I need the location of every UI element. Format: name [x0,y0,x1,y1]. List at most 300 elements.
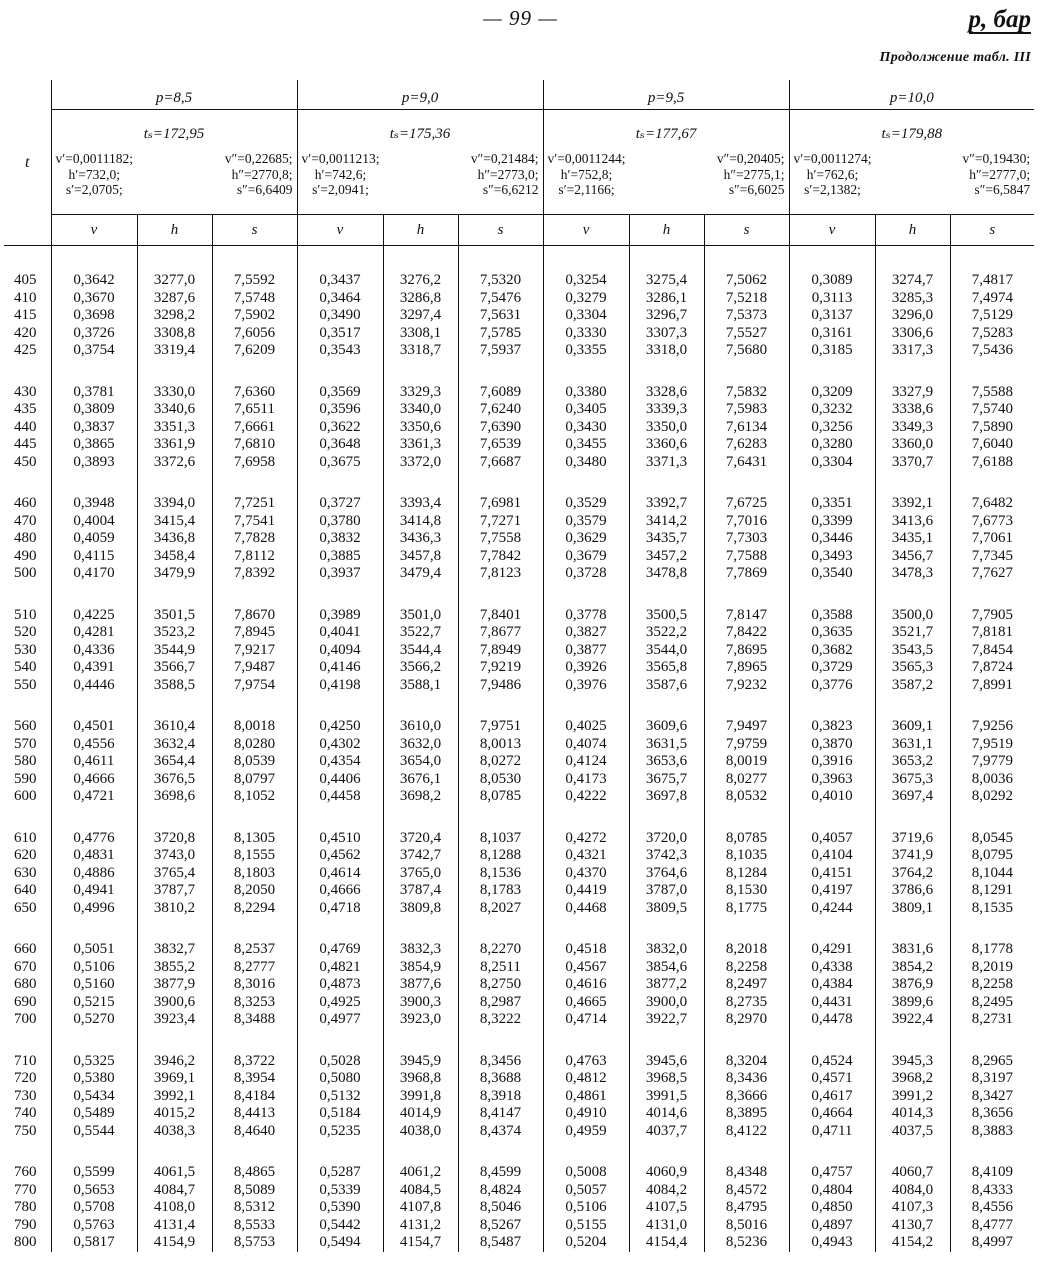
table-value-v: 0,3279 [565,289,607,306]
table-value-v: 0,3330 [565,324,607,341]
table-value-h: 3968,5 [645,1070,688,1086]
table-value-v: 0,4354 [319,753,361,769]
temperature-value: 530 [14,641,37,658]
value-cell-s [704,1029,789,1141]
table-value-s: 8,2511 [480,958,521,975]
table-value-h: 3522,7 [399,624,442,640]
table-value-v: 0,4664 [811,1105,853,1121]
value-cell-s [458,917,543,1029]
table-value-h: 3742,7 [399,847,442,863]
value-cell-h [875,694,950,806]
table-value-v: 0,4571 [811,1070,853,1086]
value-cell-s [950,246,1034,360]
pressure-header: p=9,0 [297,80,543,110]
temperature-cell [4,1140,51,1252]
table-value-h: 3360,6 [645,436,688,452]
table-value-s: 8,3427 [971,1087,1013,1104]
table-value-h: 4154,4 [645,1234,688,1250]
value-cell-s [704,471,789,583]
value-cell-v [297,917,383,1029]
value-cell-s [950,583,1034,695]
table-value-v: 0,3728 [565,565,607,581]
table-value-v: 0,3870 [811,735,853,752]
table-value-h: 3743,0 [153,847,196,863]
table-value-s: 8,5016 [725,1216,768,1233]
value-cell-v [789,1140,875,1252]
table-value-v: 0,4721 [73,788,115,804]
temperature-value: 700 [14,1011,37,1027]
saturated-liquid-specific-volume: v′=0,0011182; [55,151,133,166]
table-value-h: 3675,7 [645,770,688,787]
table-value-v: 0,4004 [73,512,115,529]
table-value-s: 7,8945 [233,624,276,640]
temperature-value: 405 [14,272,37,288]
temperature-value: 720 [14,1070,37,1086]
table-value-s: 7,5062 [725,272,768,288]
table-value-v: 0,5057 [565,1181,607,1198]
table-value-v: 0,3540 [811,565,853,581]
table-value-s: 8,2019 [971,958,1013,975]
temperature-group-row [4,694,1034,806]
table-value-v: 0,4302 [319,735,361,752]
table-value-h: 4154,9 [153,1234,196,1250]
table-value-v: 0,3877 [565,641,607,658]
column-header-v: v [789,215,875,246]
table-value-h: 3319,4 [153,342,196,358]
table-value-h: 3632,0 [399,735,442,752]
table-value-s: 8,0280 [233,735,276,752]
table-value-h: 3308,1 [399,324,442,341]
table-value-v: 0,4714 [565,1011,607,1027]
value-cell-v [543,917,629,1029]
saturated-vapor-specific-volume: v″=0,20405; [716,151,785,166]
table-value-v: 0,5653 [73,1181,115,1198]
table-value-v: 0,3948 [73,495,115,511]
table-value-h: 3653,2 [891,753,934,769]
saturated-vapor-entropy: s″=6,6025 [728,182,785,197]
table-value-s: 8,2735 [725,993,768,1010]
saturation-header-row [4,110,1034,215]
table-value-v: 0,4291 [811,941,853,957]
table-value-v: 0,3380 [565,383,607,400]
table-value-h: 3809,1 [891,899,934,916]
table-value-v: 0,3304 [565,307,607,323]
table-value-h: 3414,2 [645,512,688,529]
table-value-h: 3306,6 [891,324,934,341]
table-value-s: 7,4817 [971,272,1013,288]
table-value-v: 0,4711 [811,1122,853,1139]
saturated-liquid-enthalpy: h′=752,8; [560,166,613,182]
table-value-v: 0,5494 [319,1234,361,1250]
table-value-s: 8,5267 [479,1216,522,1233]
temperature-value: 790 [14,1216,37,1233]
table-value-h: 3765,0 [399,864,442,881]
table-value-h: 3945,6 [645,1052,688,1069]
table-value-v: 0,3780 [319,512,361,529]
value-cell-s [212,246,297,360]
value-cell-s [950,471,1034,583]
table-value-h: 3832,3 [399,941,442,957]
table-value-s: 7,6958 [233,453,276,470]
table-value-v: 0,4272 [565,829,607,846]
table-value-h: 4014,6 [645,1105,688,1121]
table-value-h: 3392,7 [645,495,688,511]
temperature-group-row [4,806,1034,918]
table-value-h: 4037,5 [891,1122,934,1139]
table-value-s: 8,4374 [479,1122,522,1139]
table-value-s: 7,7869 [725,565,768,581]
table-value-s: 8,3954 [233,1070,276,1086]
table-value-s: 8,4348 [725,1164,768,1180]
temperature-value: 730 [14,1087,37,1104]
value-cell-v [543,1140,629,1252]
table-value-s: 8,4556 [971,1199,1013,1215]
value-cell-v [789,806,875,918]
table-value-v: 0,4850 [811,1199,853,1215]
page-number: — 99 — [483,6,558,30]
value-cell-s [458,246,543,360]
value-cell-h [875,1140,950,1252]
table-value-h: 3631,1 [891,735,934,752]
value-cell-h [383,360,458,472]
table-value-v: 0,5080 [319,1070,361,1086]
table-value-h: 4015,2 [153,1105,196,1121]
value-cell-h [383,694,458,806]
table-value-s: 8,1778 [971,941,1013,957]
table-value-h: 4014,3 [891,1105,934,1121]
value-cell-h [629,806,704,918]
table-value-s: 8,4122 [725,1122,768,1139]
table-value-v: 0,4468 [565,899,607,916]
temperature-value: 445 [14,436,37,452]
table-value-v: 0,4478 [811,1011,853,1027]
table-value-v: 0,4776 [73,829,115,846]
temperature-value: 580 [14,753,37,769]
table-value-s: 8,2050 [233,882,276,898]
table-value-h: 3720,8 [153,829,196,846]
table-value-v: 0,3937 [319,565,361,581]
value-cell-v [297,360,383,472]
table-value-v: 0,3865 [73,436,115,452]
value-cell-v [51,1029,137,1141]
table-value-h: 3436,3 [399,530,442,546]
table-value-v: 0,5287 [319,1164,361,1180]
table-value-s: 7,6773 [971,512,1013,529]
table-value-v: 0,3280 [811,436,853,452]
table-value-v: 0,4941 [73,882,115,898]
table-value-s: 8,0292 [971,788,1013,804]
temperature-cell [4,360,51,472]
table-value-s: 8,1530 [725,882,768,898]
table-value-v: 0,5008 [565,1164,607,1180]
table-value-s: 7,7345 [971,547,1013,564]
table-value-v: 0,3963 [811,770,853,787]
value-cell-v [297,583,383,695]
table-value-v: 0,4757 [811,1164,853,1180]
table-value-h: 3588,1 [399,676,442,693]
table-value-s: 8,3883 [971,1122,1013,1139]
temperature-value: 640 [14,882,37,898]
saturated-vapor-enthalpy: h″=2770,8; [231,166,293,182]
table-value-v: 0,4831 [73,847,115,863]
column-header-s: s [950,215,1034,246]
column-header-s: s [704,215,789,246]
value-cell-s [950,917,1034,1029]
table-value-s: 8,0530 [479,770,522,787]
value-cell-h [137,360,212,472]
value-cell-v [297,806,383,918]
table-value-h: 3720,0 [645,829,688,846]
table-value-h: 4038,0 [399,1122,442,1139]
table-value-s: 8,1052 [233,788,276,804]
value-cell-v [51,471,137,583]
column-header-s: s [212,215,297,246]
value-cell-v [51,806,137,918]
table-value-h: 3308,8 [153,324,196,341]
value-cell-h [875,583,950,695]
value-cell-v [789,694,875,806]
table-value-h: 3296,7 [645,307,688,323]
table-value-h: 3654,0 [399,753,442,769]
value-cell-h [137,806,212,918]
table-value-s: 8,2965 [971,1052,1013,1069]
table-value-v: 0,4281 [73,624,115,640]
table-value-h: 3764,2 [891,864,934,881]
table-value-s: 8,2750 [479,976,522,992]
table-value-v: 0,5155 [565,1216,607,1233]
table-value-h: 3277,0 [153,272,196,288]
value-cell-s [950,360,1034,472]
table-value-s: 7,9217 [233,641,276,658]
table-value-h: 3697,8 [645,788,688,804]
temperature-value: 510 [14,606,37,623]
table-value-h: 3340,6 [153,401,196,417]
table-value-s: 8,0277 [725,770,768,787]
table-value-v: 0,5442 [319,1216,361,1233]
table-value-s: 8,0539 [233,753,276,769]
table-value-v: 0,5215 [73,993,115,1010]
table-value-v: 0,5339 [319,1181,361,1198]
temperature-value: 690 [14,993,37,1010]
table-value-v: 0,4804 [811,1181,853,1198]
table-value-h: 3809,5 [645,899,688,916]
table-value-s: 8,4109 [971,1164,1013,1180]
table-value-v: 0,4431 [811,993,853,1010]
temperature-group-row [4,583,1034,695]
table-value-h: 3392,1 [891,495,934,511]
value-cell-s [212,694,297,806]
table-value-h: 3922,4 [891,1011,934,1027]
table-value-h: 3479,9 [153,565,196,581]
table-value-s: 8,1291 [971,882,1013,898]
table-value-v: 0,3161 [811,324,853,341]
table-value-v: 0,3809 [73,401,115,417]
table-value-v: 0,4225 [73,606,115,623]
saturated-vapor-entropy: s″=6,6409 [236,182,293,197]
value-cell-h [629,694,704,806]
table-value-s: 8,0797 [233,770,276,787]
table-value-v: 0,4665 [565,993,607,1010]
table-value-s: 7,8949 [479,641,522,658]
value-cell-h [137,471,212,583]
table-value-v: 0,4873 [319,976,361,992]
temperature-value: 480 [14,530,37,546]
table-value-s: 7,6283 [725,436,768,452]
table-value-v: 0,3885 [319,547,361,564]
column-header-h: h [137,215,212,246]
table-value-v: 0,4556 [73,735,115,752]
table-value-v: 0,3989 [319,606,361,623]
table-value-s: 8,2258 [971,976,1013,992]
table-value-s: 8,3918 [479,1087,522,1104]
table-value-h: 3457,8 [399,547,442,564]
table-value-h: 3340,0 [399,401,442,417]
table-value-v: 0,5380 [73,1070,115,1086]
temperature-value: 425 [14,342,37,358]
table-value-v: 0,3781 [73,383,115,400]
table-value-s: 8,1305 [233,829,276,846]
column-header-v: v [297,215,383,246]
table-value-s: 7,5527 [725,324,768,341]
value-cell-s [212,1140,297,1252]
table-value-h: 3968,8 [399,1070,442,1086]
table-value-s: 8,4865 [233,1164,276,1180]
temperature-value: 590 [14,770,37,787]
value-cell-h [875,917,950,1029]
table-value-h: 4084,7 [153,1181,196,1198]
table-value-v: 0,3727 [319,495,361,511]
table-value-v: 0,4959 [565,1122,607,1139]
temperature-value: 440 [14,418,37,435]
table-value-h: 3698,2 [399,788,442,804]
value-cell-s [950,806,1034,918]
value-cell-s [458,694,543,806]
table-value-v: 0,4769 [319,941,361,957]
pressure-header: p=10,0 [789,80,1034,110]
value-cell-h [875,1029,950,1141]
saturated-vapor-specific-volume: v″=0,21484; [470,151,539,166]
table-value-s: 7,5373 [725,307,768,323]
table-value-v: 0,4611 [73,753,115,769]
table-value-s: 8,4997 [971,1234,1013,1250]
table-value-s: 7,5588 [971,383,1013,400]
table-value-s: 7,5320 [479,272,522,288]
value-cell-h [629,246,704,360]
table-value-h: 3566,7 [153,659,196,675]
table-value-v: 0,5106 [565,1199,607,1215]
temperature-value: 750 [14,1122,37,1139]
temperature-value: 420 [14,324,37,341]
value-cell-h [629,1140,704,1252]
table-value-s: 8,5236 [725,1234,768,1250]
table-value-s: 8,4147 [479,1105,522,1121]
column-header-h: h [629,215,704,246]
table-value-h: 3877,9 [153,976,196,992]
table-value-h: 3588,5 [153,676,196,693]
table-value-h: 3274,7 [891,272,934,288]
table-value-h: 3317,3 [891,342,934,358]
value-cell-h [875,246,950,360]
table-value-s: 8,1044 [971,864,1013,881]
temperature-cell [4,806,51,918]
table-value-h: 3371,3 [645,453,688,470]
temperature-value: 710 [14,1052,37,1069]
table-value-v: 0,4010 [811,788,853,804]
temperature-value: 415 [14,307,37,323]
table-value-s: 8,5487 [479,1234,522,1250]
table-value-v: 0,3517 [319,324,361,341]
table-value-s: 7,5218 [725,289,768,306]
table-value-s: 7,6981 [479,495,522,511]
table-value-v: 0,4446 [73,676,115,693]
table-value-s: 7,9486 [479,676,522,693]
saturated-liquid-entropy: s′=2,1166; [558,182,615,197]
saturated-liquid-specific-volume: v′=0,0011213; [301,151,380,166]
table-value-s: 8,4599 [479,1164,522,1180]
table-value-h: 3610,4 [153,718,196,734]
table-value-s: 8,5089 [233,1181,276,1198]
table-continuation-caption: Продолжение табл. III [879,50,1031,65]
table-value-h: 3478,3 [891,565,934,581]
table-value-s: 7,6360 [233,383,276,400]
table-value-h: 3501,5 [153,606,196,623]
table-value-h: 3587,6 [645,676,688,693]
value-cell-s [458,1029,543,1141]
temperature-cell [4,917,51,1029]
table-value-h: 4107,8 [399,1199,442,1215]
table-value-v: 0,3976 [565,676,607,693]
column-header-h: h [875,215,950,246]
table-value-v: 0,4821 [319,958,361,975]
table-value-s: 7,9779 [971,753,1013,769]
table-value-v: 0,3622 [319,418,361,435]
value-cell-s [704,694,789,806]
value-cell-s [458,360,543,472]
table-value-v: 0,5235 [319,1122,361,1139]
value-cell-v [789,246,875,360]
table-value-v: 0,3776 [811,676,853,693]
table-value-s: 8,2495 [971,993,1013,1010]
table-value-s: 7,7842 [479,547,522,564]
table-value-h: 3351,3 [153,418,196,435]
table-value-h: 3360,0 [891,436,934,452]
table-value-v: 0,4996 [73,899,115,916]
table-value-v: 0,4763 [565,1052,607,1069]
table-value-v: 0,3832 [319,530,361,546]
table-value-h: 4154,2 [891,1234,934,1250]
value-cell-h [383,246,458,360]
saturation-params [297,110,543,215]
saturation-values [56,151,293,198]
value-cell-h [383,806,458,918]
table-value-h: 3287,6 [153,289,196,306]
value-cell-v [543,1029,629,1141]
table-value-s: 7,7541 [233,512,276,529]
value-cell-s [950,694,1034,806]
temperature-value: 610 [14,829,37,846]
table-value-s: 7,8181 [971,624,1013,640]
table-value-h: 3992,1 [153,1087,196,1104]
table-value-h: 3393,4 [399,495,442,511]
table-value-s: 7,9256 [971,718,1013,734]
table-value-v: 0,4336 [73,641,115,658]
table-value-v: 0,4104 [811,847,853,863]
table-value-v: 0,4567 [565,958,607,975]
temperature-value: 630 [14,864,37,881]
table-value-h: 3521,7 [891,624,934,640]
table-value-s: 7,6661 [233,418,276,435]
temperature-value: 490 [14,547,37,564]
